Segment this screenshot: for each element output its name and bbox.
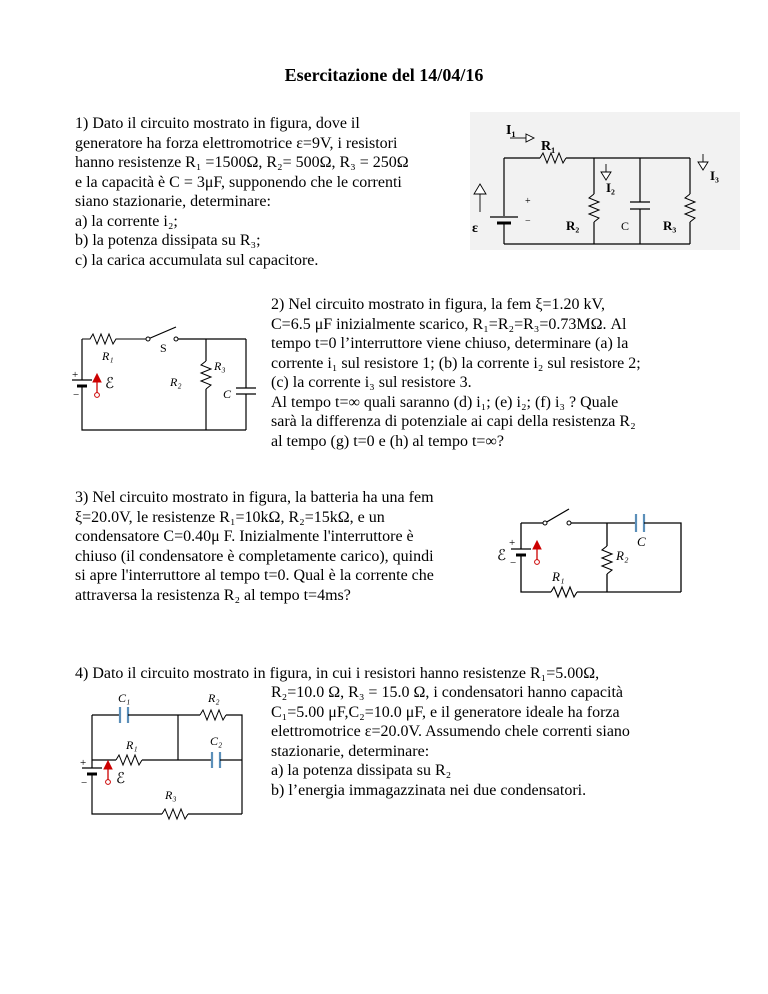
plus-sign: + <box>72 369 79 381</box>
label-emf: ℰ <box>116 771 126 787</box>
text-line: condensatore C=0.40μ F. Inizialmente l'interruttore è <box>75 528 414 545</box>
label-R3: R₃ <box>214 359 226 373</box>
label-R2: R₂ <box>208 691 220 705</box>
text-line: R₂=10.0 Ω, R₃ = 15.0 Ω, i condensatori hanno capacità <box>271 684 624 701</box>
text-line: 2) Nel circuito mostrato in figura, la fem ξ=1.20 kV, <box>271 296 606 313</box>
label-R1: R₁ <box>126 738 138 752</box>
label-S: S <box>160 341 167 355</box>
text-line: a) la potenza dissipata su R₂ <box>271 762 452 779</box>
exercise-1-text <box>75 114 463 270</box>
text-line: corrente i₁ sul resistore 1; (b) la corrente i₂ sul resistore 2; <box>271 354 641 372</box>
label-R1: R₁ <box>541 139 556 154</box>
text-line: (c) la corrente i₃ sul resistore 3. <box>271 374 472 391</box>
page-title: Esercitazione del 14/04/16 <box>284 65 484 85</box>
label-C: C <box>223 387 232 401</box>
text-line: attraversa la resistenza R₂ al tempo t=4ms? <box>75 586 351 604</box>
text-line: tempo t=0 l’interruttore viene chiuso, determinare (a) la <box>271 335 629 352</box>
text-line: hanno resistenze R₁ =1500Ω, R₂= 500Ω, R₃ = 250Ω <box>75 154 409 171</box>
text-line: 3) Nel circuito mostrato in figura, la batteria ha una fem <box>75 489 434 506</box>
plus-sign: + <box>509 537 516 549</box>
label-R2: R₂ <box>616 548 629 563</box>
label-R1: R₁ <box>552 569 565 584</box>
text-line: b) l’energia immagazzinata nei due condensatori. <box>271 781 587 799</box>
label-emf: ε <box>472 221 478 236</box>
text-line: chiuso (il condensatore è completamente carico), quindi <box>75 547 434 565</box>
text-line: generatore ha forza elettromotrice ε=9V, i resistori <box>75 134 398 152</box>
circuit-figure-2 <box>72 318 248 433</box>
exercise-3-text <box>75 488 488 605</box>
text-line: sarà la differenza di potenziale ai capi della resistenza R₂ <box>271 413 636 430</box>
label-R3: R₃ <box>165 788 177 802</box>
text-line: al tempo (g) t=0 e (h) al tempo t=∞? <box>271 432 504 450</box>
text-line: a) la corrente i₂; <box>75 212 178 230</box>
label-emf: ℰ <box>105 376 115 392</box>
minus-sign: − <box>525 216 531 227</box>
label-C2: C₂ <box>210 734 223 748</box>
text-line: siano stazionarie, determinare: <box>75 193 271 210</box>
minus-sign: − <box>73 389 80 401</box>
circuit-figure-4 <box>80 688 255 818</box>
text-line: 1) Dato il circuito mostrato in figura, dove il <box>75 115 360 132</box>
text-line: stazionarie, determinare: <box>271 742 430 760</box>
circuit-figure-1 <box>470 112 740 250</box>
label-R1: R₁ <box>102 349 114 363</box>
text-line: ξ=20.0V, le resistenze R₁=10kΩ, R₂=15kΩ, e un <box>75 508 385 526</box>
label-C: C <box>621 219 630 233</box>
text-line: Al tempo t=∞ quali saranno (d) i₁; (e) i₂; (f) i₃ ? Quale <box>271 393 619 411</box>
label-R2: R₂ <box>566 218 580 233</box>
label-I2: I₂ <box>606 180 615 195</box>
label-C: C <box>637 534 646 549</box>
minus-sign: − <box>510 557 517 569</box>
text-line: c) la carica accumulata sul capacitore. <box>75 251 319 269</box>
text-line: e la capacità è C = 3μF, supponendo che le correnti <box>75 173 402 191</box>
label-emf: ℰ <box>497 548 507 564</box>
label-R3: R₃ <box>663 218 677 233</box>
text-line: elettromotrice ε=20.0V. Assumendo chele correnti siano <box>271 723 630 740</box>
label-C1: C₁ <box>118 691 131 705</box>
plus-sign: + <box>525 196 531 207</box>
label-R2: R₂ <box>170 375 182 389</box>
exercise-4-first-line: 4) Dato il circuito mostrato in figura, in cui i resistori hanno resistenze R₁=5.00Ω, <box>75 665 600 682</box>
exercise-4-text <box>271 683 695 800</box>
label-I3: I₃ <box>710 168 719 183</box>
circuit-figure-3 <box>495 502 690 602</box>
text-line: C=6.5 μF inizialmente scarico, R₁=R₂=R₃=0.73MΩ. Al <box>271 315 627 333</box>
exercise-2-text <box>271 295 694 451</box>
label-I1: I₁ <box>506 123 516 138</box>
text-line: b) la potenza dissipata su R₃; <box>75 232 261 249</box>
plus-sign: + <box>80 757 87 769</box>
text-line: si apre l'interruttore al tempo t=0. Qual è la corrente che <box>75 567 434 584</box>
text-line: C₁=5.00 μF,C₂=10.0 μF, e il generatore ideale ha forza <box>271 703 620 721</box>
minus-sign: − <box>81 777 88 789</box>
